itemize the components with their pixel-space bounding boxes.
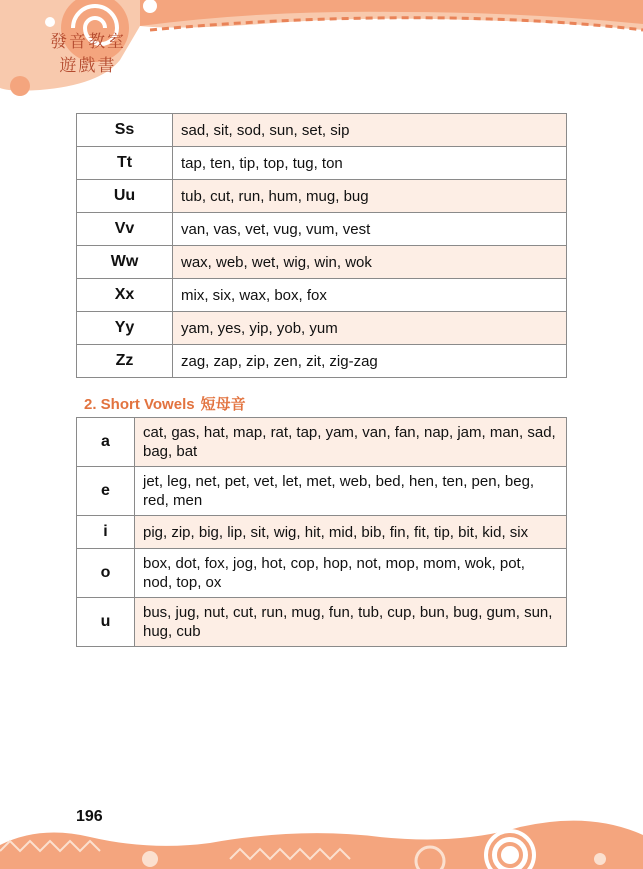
section-heading-en: 2. Short Vowels <box>84 396 195 413</box>
table-row <box>77 180 567 213</box>
vowel-cell: i <box>77 516 135 549</box>
words-cell: wax, web, wet, wig, win, wok <box>173 246 567 279</box>
table-row <box>77 549 567 598</box>
words-cell: bus, jug, nut, cut, run, mug, fun, tub, cup, bun, bug, gum, sun, hug, cub <box>135 598 567 647</box>
letter-cell: Zz <box>77 345 173 378</box>
words-cell: yam, yes, yip, yob, yum <box>173 312 567 345</box>
vowel-cell: o <box>77 549 135 598</box>
table-row <box>77 246 567 279</box>
table-row <box>77 114 567 147</box>
bottom-banner-decoration <box>0 815 643 869</box>
letter-cell: Uu <box>77 180 173 213</box>
vowel-cell: e <box>77 467 135 516</box>
table-row <box>77 147 567 180</box>
letter-cell: Ss <box>77 114 173 147</box>
section-heading <box>84 393 246 414</box>
table-row <box>77 467 567 516</box>
table-row <box>77 345 567 378</box>
words-cell: tub, cut, run, hum, mug, bug <box>173 180 567 213</box>
letter-cell: Tt <box>77 147 173 180</box>
words-cell: box, dot, fox, jog, hot, cop, hop, not, mop, mom, wok, pot, nod, top, ox <box>135 549 567 598</box>
letter-cell: Xx <box>77 279 173 312</box>
table-row <box>77 418 567 467</box>
section-heading-zh: 短母音 <box>200 395 246 413</box>
words-cell: cat, gas, hat, map, rat, tap, yam, van, fan, nap, jam, man, sad, bag, bat <box>135 418 567 467</box>
letter-cell: Yy <box>77 312 173 345</box>
vowel-cell: a <box>77 418 135 467</box>
table-row <box>77 516 567 549</box>
letter-cell: Ww <box>77 246 173 279</box>
table-row <box>77 312 567 345</box>
book-title-logo <box>28 30 148 78</box>
table-row <box>77 213 567 246</box>
words-cell: jet, leg, net, pet, vet, let, met, web, bed, hen, ten, pen, beg, red, men <box>135 467 567 516</box>
words-cell: pig, zip, big, lip, sit, wig, hit, mid, bib, fin, fit, tip, bit, kid, six <box>135 516 567 549</box>
words-cell: mix, six, wax, box, fox <box>173 279 567 312</box>
words-cell: tap, ten, tip, top, tug, ton <box>173 147 567 180</box>
words-cell: van, vas, vet, vug, vum, vest <box>173 213 567 246</box>
short-vowels-table <box>76 417 567 647</box>
vowel-cell: u <box>77 598 135 647</box>
letters-words-table <box>76 113 567 378</box>
letter-cell: Vv <box>77 213 173 246</box>
words-cell: zag, zap, zip, zen, zit, zig-zag <box>173 345 567 378</box>
page-number: 196 <box>76 808 103 825</box>
book-title-line1: 發音教室 <box>50 32 126 52</box>
book-title-line2: 遊戲書 <box>59 56 117 76</box>
table-row <box>77 279 567 312</box>
table-row <box>77 598 567 647</box>
words-cell: sad, sit, sod, sun, set, sip <box>173 114 567 147</box>
